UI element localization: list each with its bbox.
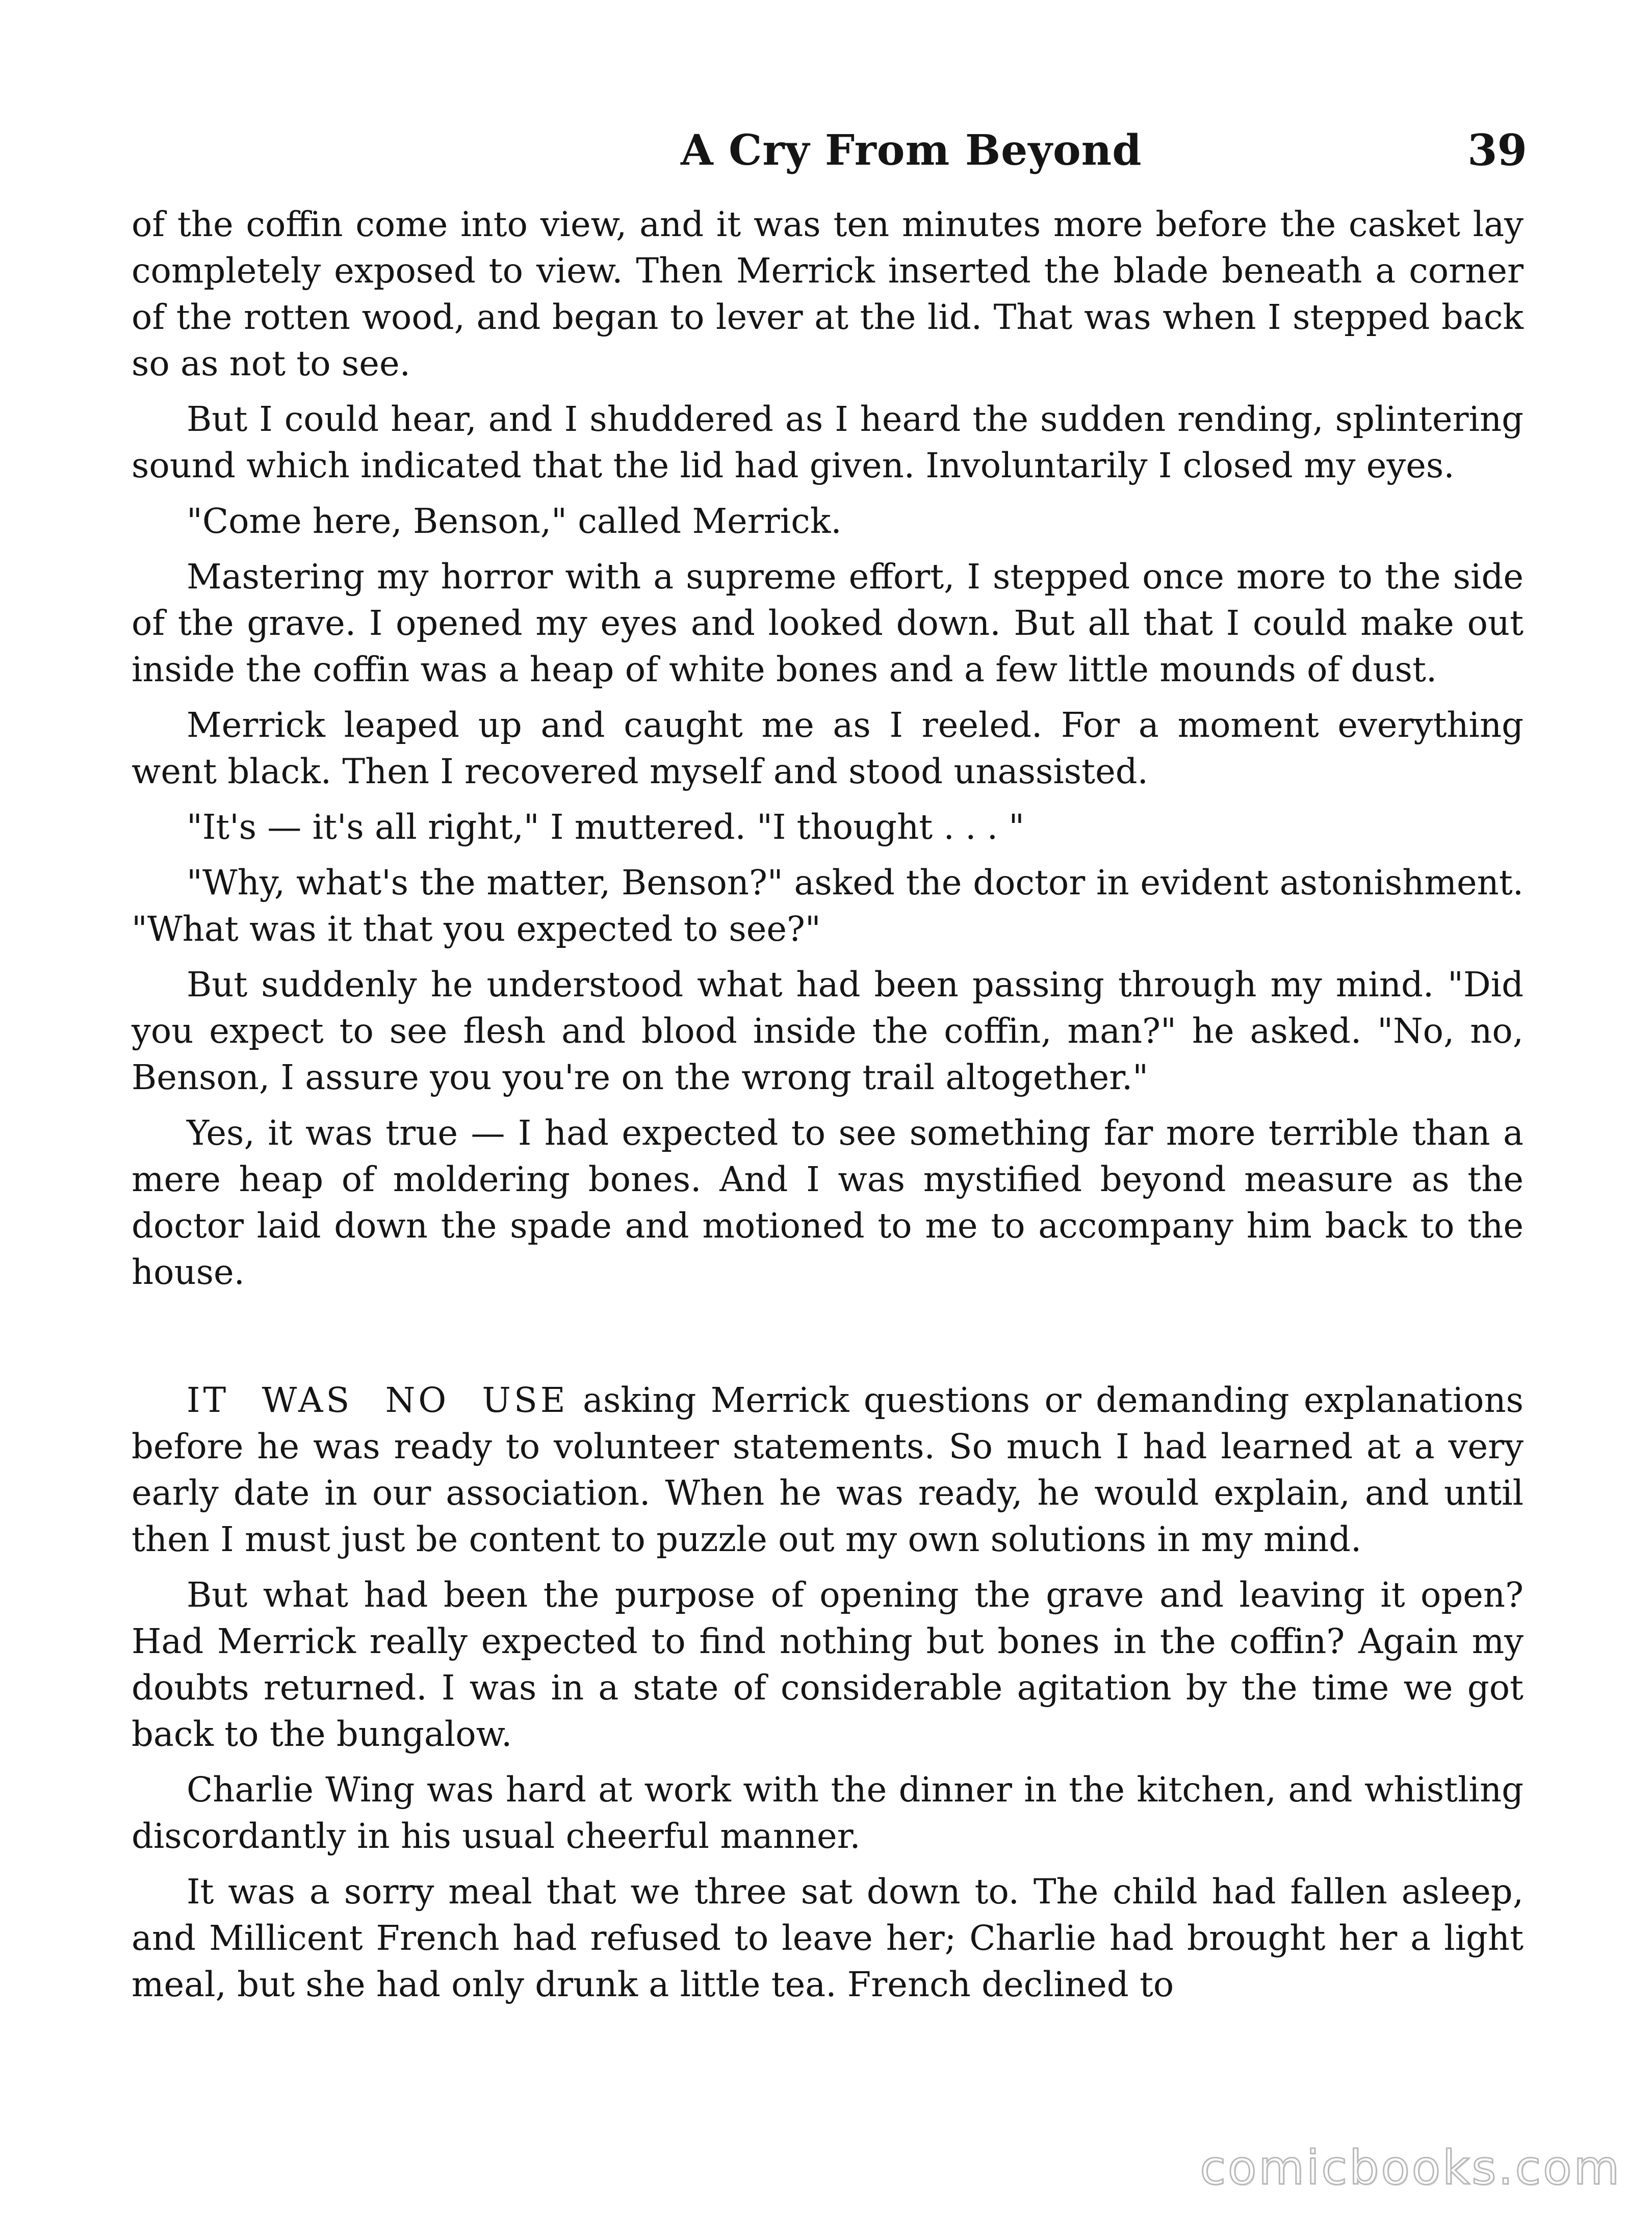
paragraph-2: But I could hear, and I shuddered as I heard the sudden rending, splintering sound which indicated that the lid had given. Involuntarily I closed my eyes. [132, 399, 1524, 485]
paragraph-3: "Come here, Benson," called Merrick. [187, 501, 842, 541]
section-lead-in: IT WAS NO USE [187, 1380, 569, 1420]
body-text [132, 201, 1524, 2008]
paragraph-9: Yes, it was true — I had expected to see something far more terrible than a mere heap of moldering bones. And I was mystified beyond measure as the doctor laid down the spade and motioned to me to accompany him back to the house. [132, 1113, 1524, 1292]
paragraph-13: It was a sorry meal that we three sat down to. The child had fallen asleep, and Millicent French had refused to leave her; Charlie had brought her a light meal, but she had only drunk a little tea. French declined to [132, 1872, 1524, 2004]
paragraph-4: Mastering my horror with a supreme effort, I stepped once more to the side of the grave. I opened my eyes and looked down. But all that I could make out inside the coffin was a heap of white bones and a few little mounds of dust. [132, 557, 1524, 689]
paragraph-1: of the coffin come into view, and it was ten minutes more before the casket lay completely exposed to view. Then Merrick inserted the blade beneath a corner of the rotten wood, and began to lever at the lid. That was when I stepped back so as not to see. [132, 204, 1524, 383]
page-number: 39 [1467, 125, 1527, 175]
site-watermark: comicbooks.com [1200, 2140, 1621, 2195]
running-title: A Cry From Beyond [681, 126, 1142, 175]
section-break-paragraph [132, 1377, 1524, 1563]
paragraph-12: Charlie Wing was hard at work with the dinner in the kitchen, and whistling discordantly in his usual cheerful manner. [132, 1770, 1524, 1856]
paragraph-11: But what had been the purpose of opening the grave and leaving it open? Had Merrick really expected to find nothing but bones in the coffin? Again my doubts returned. I was in a state of considerable agitation by the time we got back to the bungalow. [132, 1575, 1524, 1754]
paragraph-5: Merrick leaped up and caught me as I reeled. For a moment everything went black. Then I recovered myself and stood unassisted. [132, 705, 1524, 791]
section-first-paragraph-rest: asking Merrick questions or demanding explanations before he was ready to volunteer statements. So much I had learned at a very early date in our association. When he was ready, he would explain, and until then I must just be content to puzzle out my own solutions in my mind. [132, 1380, 1524, 1559]
paragraph-6: "It's — it's all right," I muttered. "I thought . . . " [187, 807, 1025, 847]
paragraph-8: But suddenly he understood what had been passing through my mind. "Did you expect to see flesh and blood inside the coffin, man?" he asked. "No, no, Benson, I assure you you're on the wrong trail altogether." [132, 965, 1524, 1097]
running-head [0, 120, 1652, 181]
paragraph-7: "Why, what's the matter, Benson?" asked the doctor in evident astonishment. "What was it that you expected to see?" [132, 863, 1524, 949]
